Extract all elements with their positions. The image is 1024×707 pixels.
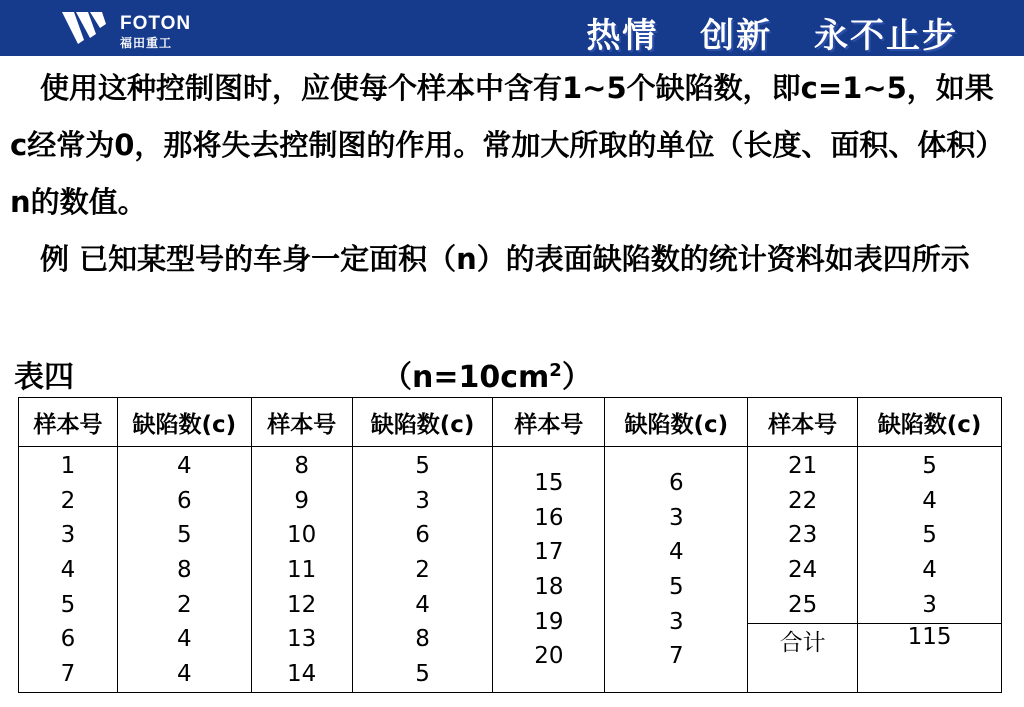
defect-count: 4 bbox=[668, 539, 684, 566]
unit-prefix: （n=10cm bbox=[382, 360, 550, 395]
sample-number: 1 bbox=[60, 453, 76, 479]
defect-count: 5 bbox=[415, 661, 430, 688]
defect-count: 6 bbox=[668, 470, 684, 496]
defect-count: 4 bbox=[922, 557, 937, 584]
sample-number: 22 bbox=[788, 487, 818, 514]
sample-number: 8 bbox=[294, 453, 310, 479]
defect-count: 2 bbox=[177, 591, 192, 618]
defect-count: 5 bbox=[922, 522, 937, 549]
header-defects-3: 缺陷数(c) bbox=[605, 398, 748, 447]
defect-count: 6 bbox=[415, 522, 430, 549]
table-header-row bbox=[19, 398, 1002, 447]
defect-count: 6 bbox=[177, 487, 192, 514]
sample-number: 13 bbox=[287, 626, 317, 653]
brand-name-cn: 福田重工 bbox=[120, 36, 173, 50]
defect-count: 8 bbox=[177, 557, 192, 584]
defect-count: 5 bbox=[668, 574, 684, 601]
cell-defects-4 bbox=[858, 447, 1002, 624]
cell-samples-4 bbox=[748, 447, 858, 624]
defect-count: 3 bbox=[668, 608, 684, 635]
sample-number: 15 bbox=[534, 470, 564, 496]
sample-number: 5 bbox=[60, 591, 76, 618]
defect-table bbox=[18, 397, 1002, 693]
header-sample-1: 样本号 bbox=[19, 398, 118, 447]
defect-count: 5 bbox=[177, 522, 192, 549]
sample-number: 3 bbox=[60, 522, 76, 549]
sample-number: 11 bbox=[287, 557, 317, 584]
paragraph-example: 例 已知某型号的车身一定面积（n）的表面缺陷数的统计资料如表四所示 bbox=[40, 242, 970, 276]
cell-samples-1 bbox=[19, 447, 118, 693]
defect-count: 8 bbox=[415, 626, 430, 653]
sample-number: 6 bbox=[60, 626, 76, 653]
sample-number: 21 bbox=[788, 453, 818, 479]
defect-count: 5 bbox=[922, 453, 937, 479]
header-sample-2: 样本号 bbox=[251, 398, 352, 447]
sample-number: 20 bbox=[534, 643, 564, 670]
defect-count: 4 bbox=[177, 661, 192, 688]
sample-number: 19 bbox=[534, 608, 564, 635]
sample-number: 16 bbox=[534, 504, 564, 531]
cell-samples-3 bbox=[493, 447, 605, 693]
table-data-row bbox=[19, 447, 1002, 624]
cell-defects-3 bbox=[605, 447, 748, 693]
sample-number: 24 bbox=[788, 557, 818, 584]
sample-number: 14 bbox=[287, 661, 317, 688]
sample-number: 18 bbox=[534, 574, 564, 601]
defect-count: 2 bbox=[415, 557, 430, 584]
sample-number: 7 bbox=[60, 661, 76, 688]
total-value: 115 bbox=[858, 623, 1002, 692]
body-text bbox=[10, 60, 1010, 288]
cell-defects-1 bbox=[117, 447, 251, 693]
slogan: 热情 创新 永不止步 bbox=[586, 16, 958, 56]
foton-logo bbox=[62, 8, 212, 48]
sample-number: 25 bbox=[788, 591, 818, 618]
defect-count: 4 bbox=[922, 487, 937, 514]
total-label: 合计 bbox=[748, 623, 858, 692]
sample-number: 12 bbox=[287, 591, 317, 618]
header-sample-3: 样本号 bbox=[493, 398, 605, 447]
table-unit bbox=[382, 352, 592, 396]
defect-count: 3 bbox=[668, 504, 684, 531]
unit-superscript: 2 bbox=[549, 360, 562, 381]
defect-count: 3 bbox=[415, 487, 430, 514]
sample-number: 10 bbox=[287, 522, 317, 549]
header-sample-4: 样本号 bbox=[748, 398, 858, 447]
header-defects-2: 缺陷数(c) bbox=[352, 398, 493, 447]
sample-number: 17 bbox=[534, 539, 564, 566]
header-defects-1: 缺陷数(c) bbox=[117, 398, 251, 447]
defect-count: 5 bbox=[415, 453, 430, 479]
sample-number: 2 bbox=[60, 487, 76, 514]
unit-suffix: ） bbox=[561, 360, 592, 395]
paragraph-usage: 使用这种控制图时，应使每个样本中含有1~5个缺陷数，即c=1~5，如果c经常为0，那将失去控制图的作用。常加大所取的单位（长度、面积、体积）n的数值。 bbox=[10, 71, 1005, 219]
header-defects-4: 缺陷数(c) bbox=[858, 398, 1002, 447]
cell-samples-2 bbox=[251, 447, 352, 693]
defect-count: 4 bbox=[415, 591, 430, 618]
sample-number: 23 bbox=[788, 522, 818, 549]
defect-count: 4 bbox=[177, 626, 192, 653]
table-caption: 表四 bbox=[14, 360, 74, 395]
defect-count: 4 bbox=[177, 453, 192, 479]
foton-logo-icon bbox=[62, 10, 108, 46]
sample-number: 9 bbox=[294, 487, 310, 514]
slide-header bbox=[0, 0, 1024, 56]
defect-count: 3 bbox=[922, 591, 937, 618]
cell-defects-2 bbox=[352, 447, 493, 693]
sample-number: 4 bbox=[60, 557, 76, 584]
brand-name: FOTON bbox=[120, 13, 192, 34]
defect-count: 7 bbox=[668, 643, 684, 670]
